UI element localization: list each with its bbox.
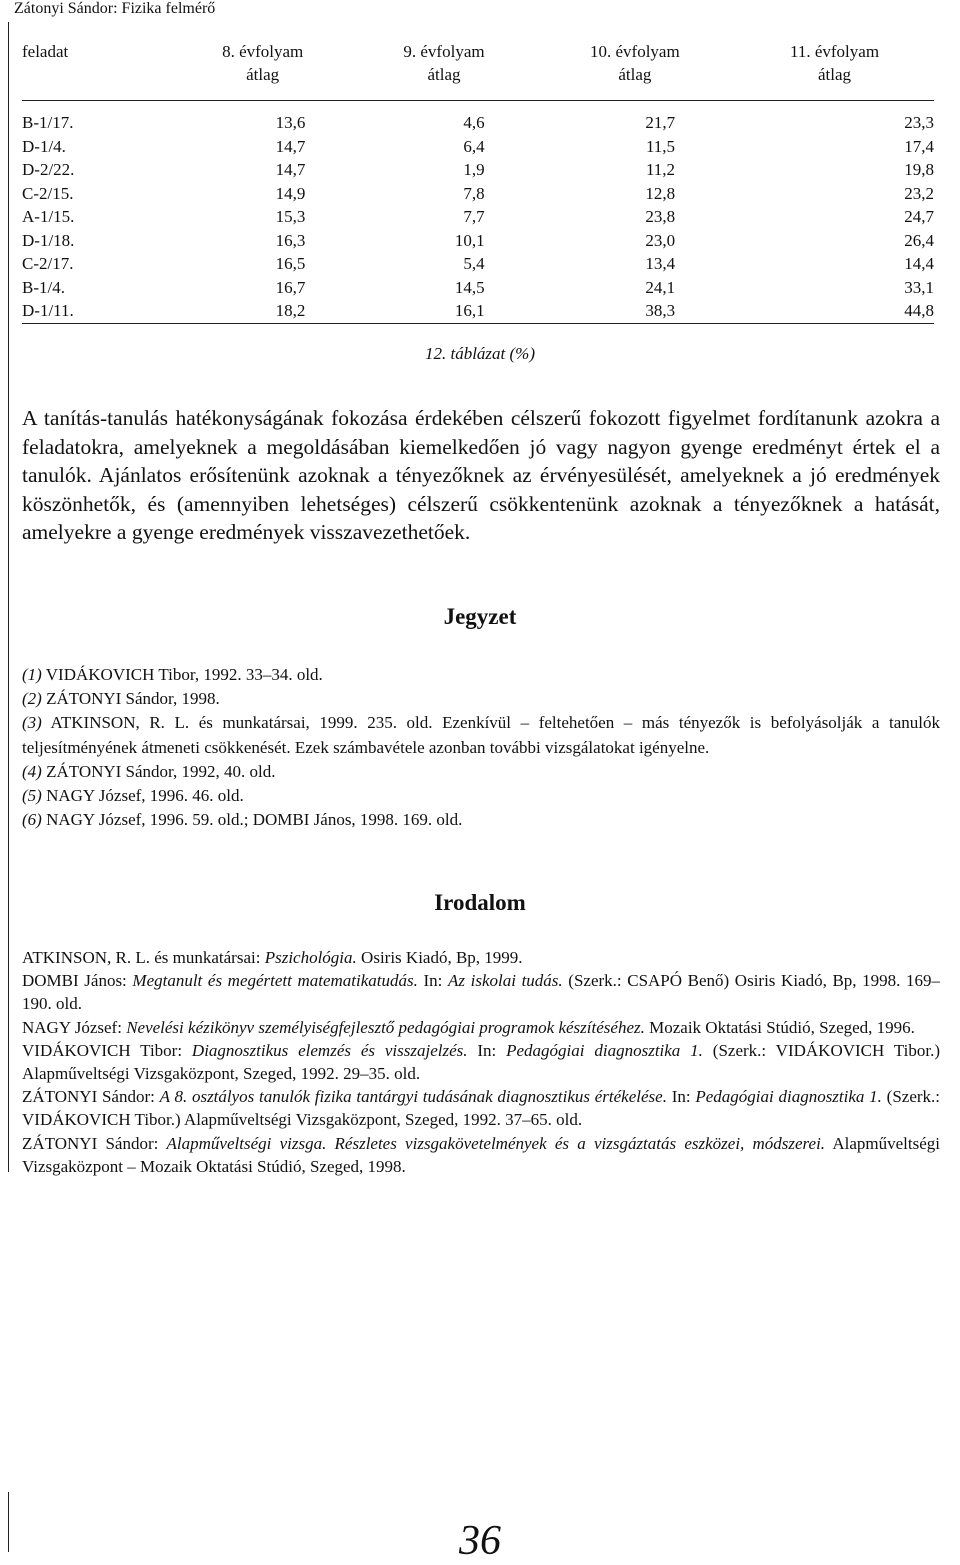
table-body [22,101,934,324]
reference-part: Pszichológia. [264,948,357,967]
note-text: NAGY József, 1996. 46. old. [46,786,244,806]
column-header: 8. évfolyam átlag [172,40,353,101]
reference-part: (Szerk.: CSAPÓ Benő) Osiris Kiadó, Bp, 1998. 169–190. old. [22,971,941,1014]
value-cell: 7,7 [463,207,485,227]
task-cell: B-1/17. [22,113,74,133]
value-cell: 10,1 [454,230,485,250]
note-number: (2) [22,689,42,709]
note-text: VIDÁKOVICH Tibor, 1992. 33–34. old. [45,665,323,684]
note-number: (6) [22,810,42,830]
note-text: NAGY József, 1996. 59. old.; DOMBI János, 1998. 169. old. [46,810,463,830]
value-cell: 16,1 [353,299,534,323]
column-header: 11. évfolyam átlag [735,40,934,101]
note-text: ZÁTONYI Sándor, 1998. [46,689,220,709]
value-cell: 19,8 [904,160,934,180]
note-number: (1) [22,665,42,684]
reference-part: In: [467,1040,507,1060]
reference-part: ZÁTONYI Sándor: [22,1087,160,1107]
value-cell: 14,9 [275,183,306,203]
reference-part: Nevelési kézikönyv személyiségfejlesztő pedagógiai programok készítéséhez. [126,1017,645,1037]
reference-part: Az iskolai tudás. [448,971,563,991]
table-row [22,158,934,182]
task-cell: D-2/22. [22,160,75,180]
column-header: 10. évfolyam átlag [535,40,735,101]
left-margin-rule [8,22,9,1172]
references-heading: Irodalom [434,890,526,915]
reference-part: Pedagógiai diagnosztika 1. [695,1087,882,1107]
reference-part: ATKINSON, R. L. és munkatársai: [22,948,265,967]
task-cell: D-1/4. [22,136,66,156]
value-cell: 6,4 [463,136,485,156]
value-cell: 4,6 [463,113,485,133]
task-cell: C-2/17. [22,254,74,274]
reference-item [22,969,940,1015]
references-list [22,946,940,1178]
reference-part: In: [417,971,449,991]
reference-part: Alapműveltségi vizsga. Részletes vizsgakövetelmények és a vizsgáztatás eszközei, módszerei. [166,1133,826,1153]
note-item [22,711,940,759]
value-cell: 38,3 [535,299,735,323]
note-text: ZÁTONYI Sándor, 1992, 40. old. [46,761,276,781]
value-cell: 13,4 [645,254,676,274]
table-row [22,182,934,206]
reference-part: NAGY József: [22,1017,127,1037]
task-cell: D-1/11. [22,299,172,323]
value-cell: 16,7 [275,277,306,297]
value-cell: 21,7 [645,113,676,133]
value-cell: 17,4 [904,136,934,156]
reference-item [22,1039,940,1085]
table-row [22,101,934,135]
table-row [22,135,934,159]
value-cell: 12,8 [645,183,676,203]
note-item [22,808,940,832]
value-cell: 33,1 [904,277,934,297]
running-header: Zátonyi Sándor: Fizika felmérő [14,0,216,17]
value-cell: 24,1 [645,277,676,297]
value-cell: 14,4 [904,254,934,274]
notes-list [22,663,940,832]
reference-part: Megtanult és megértett matematikatudás. [132,971,418,991]
note-item [22,760,940,784]
value-cell: 23,3 [904,113,934,133]
reference-item [22,946,940,969]
reference-part: VIDÁKOVICH Tibor: [22,1040,192,1060]
value-cell: 11,5 [645,136,676,156]
task-cell: A-1/15. [22,207,75,227]
reference-part: (Szerk.: VIDÁKOVICH Tibor.) Alapműveltségi Vizsgaközpont, Szeged, 1992. 29–35. old. [22,1040,940,1084]
reference-part: A 8. osztályos tanulók fizika tantárgyi tudásának diagnosztikus értékelése. [159,1087,667,1107]
value-cell: 24,7 [904,207,934,227]
value-cell: 13,6 [275,113,306,133]
note-item [22,784,940,808]
note-text: ATKINSON, R. L. és munkatársai, 1999. 235. old. Ezenkívül – feltehetően – más tényezők is befolyásolják a tanulók teljesítményének átmeneti csökkenését. Ezek számbavétele azonban további vizsgálatokat igényelne. [22,713,941,757]
value-cell: 15,3 [275,207,306,227]
table-row [22,276,934,300]
note-item [22,663,940,687]
value-cell: 18,2 [172,299,353,323]
table-row [22,205,934,229]
note-number: (3) [22,713,42,733]
table-caption: 12. táblázat (%) [424,344,536,363]
reference-part: Alapműveltségi Vizsgaközpont – Mozaik Oktatási Stúdió, Szeged, 1998. [22,1133,940,1176]
value-cell: 16,5 [275,254,306,274]
value-cell: 16,3 [275,230,306,250]
reference-item [22,1132,940,1178]
value-cell: 5,4 [463,254,485,274]
value-cell: 23,2 [904,183,934,203]
table-header-row [22,40,934,101]
results-table [22,40,934,324]
value-cell: 14,5 [454,277,485,297]
task-cell: B-1/4. [22,277,65,297]
value-cell: 14,7 [275,136,306,156]
note-item [22,687,940,711]
reference-part: (Szerk.: VIDÁKOVICH Tibor.) Alapműveltségi Vizsgaközpont, Szeged, 1992. 37–65. old. [22,1087,941,1130]
reference-part: DOMBI János: [22,971,133,991]
value-cell: 14,7 [275,160,306,180]
column-header: feladat [22,40,172,101]
task-cell: C-2/15. [22,183,74,203]
reference-part: In: [666,1087,696,1107]
table-row [22,252,934,276]
reference-part: ZÁTONYI Sándor: [22,1133,167,1153]
note-number: (4) [22,761,42,781]
reference-part: Diagnosztikus elemzés és visszajelzés. [191,1040,468,1060]
value-cell: 23,0 [645,230,676,250]
reference-item [22,1016,940,1039]
reference-item [22,1085,940,1131]
table-row [22,229,934,253]
column-header: 9. évfolyam átlag [353,40,534,101]
reference-part: Osiris Kiadó, Bp, 1999. [356,948,523,967]
value-cell: 23,8 [645,207,676,227]
reference-part: Pedagógiai diagnosztika 1. [506,1040,703,1060]
reference-part: Mozaik Oktatási Stúdió, Szeged, 1996. [644,1017,915,1037]
value-cell: 26,4 [904,230,934,250]
value-cell: 44,8 [735,299,934,323]
table-row [22,299,934,323]
value-cell: 11,2 [645,160,676,180]
body-paragraph: A tanítás-tanulás hatékonyságának fokozása érdekében célszerű fokozott figyelmet fordítanunk azokra a feladatokra, amelyeknek a megoldásában kiemelkedően jó vagy nagyon gyenge eredményt értek el a tanulók. Ajánlatos erősítenünk azoknak a tényezőknek az érvényesülését, amelyeknek a jó eredmények köszönhetők, és (amennyiben lehetséges) célszerű csökkentenünk azoknak a tényezőknek a hatását, amelyekre a gyenge eredmények visszavezethetőek. [22,406,940,545]
value-cell: 7,8 [463,183,485,203]
notes-heading: Jegyzet [443,604,517,629]
value-cell: 1,9 [463,160,485,180]
page-number: 36 [459,1518,501,1564]
note-number: (5) [22,786,42,806]
task-cell: D-1/18. [22,230,75,250]
